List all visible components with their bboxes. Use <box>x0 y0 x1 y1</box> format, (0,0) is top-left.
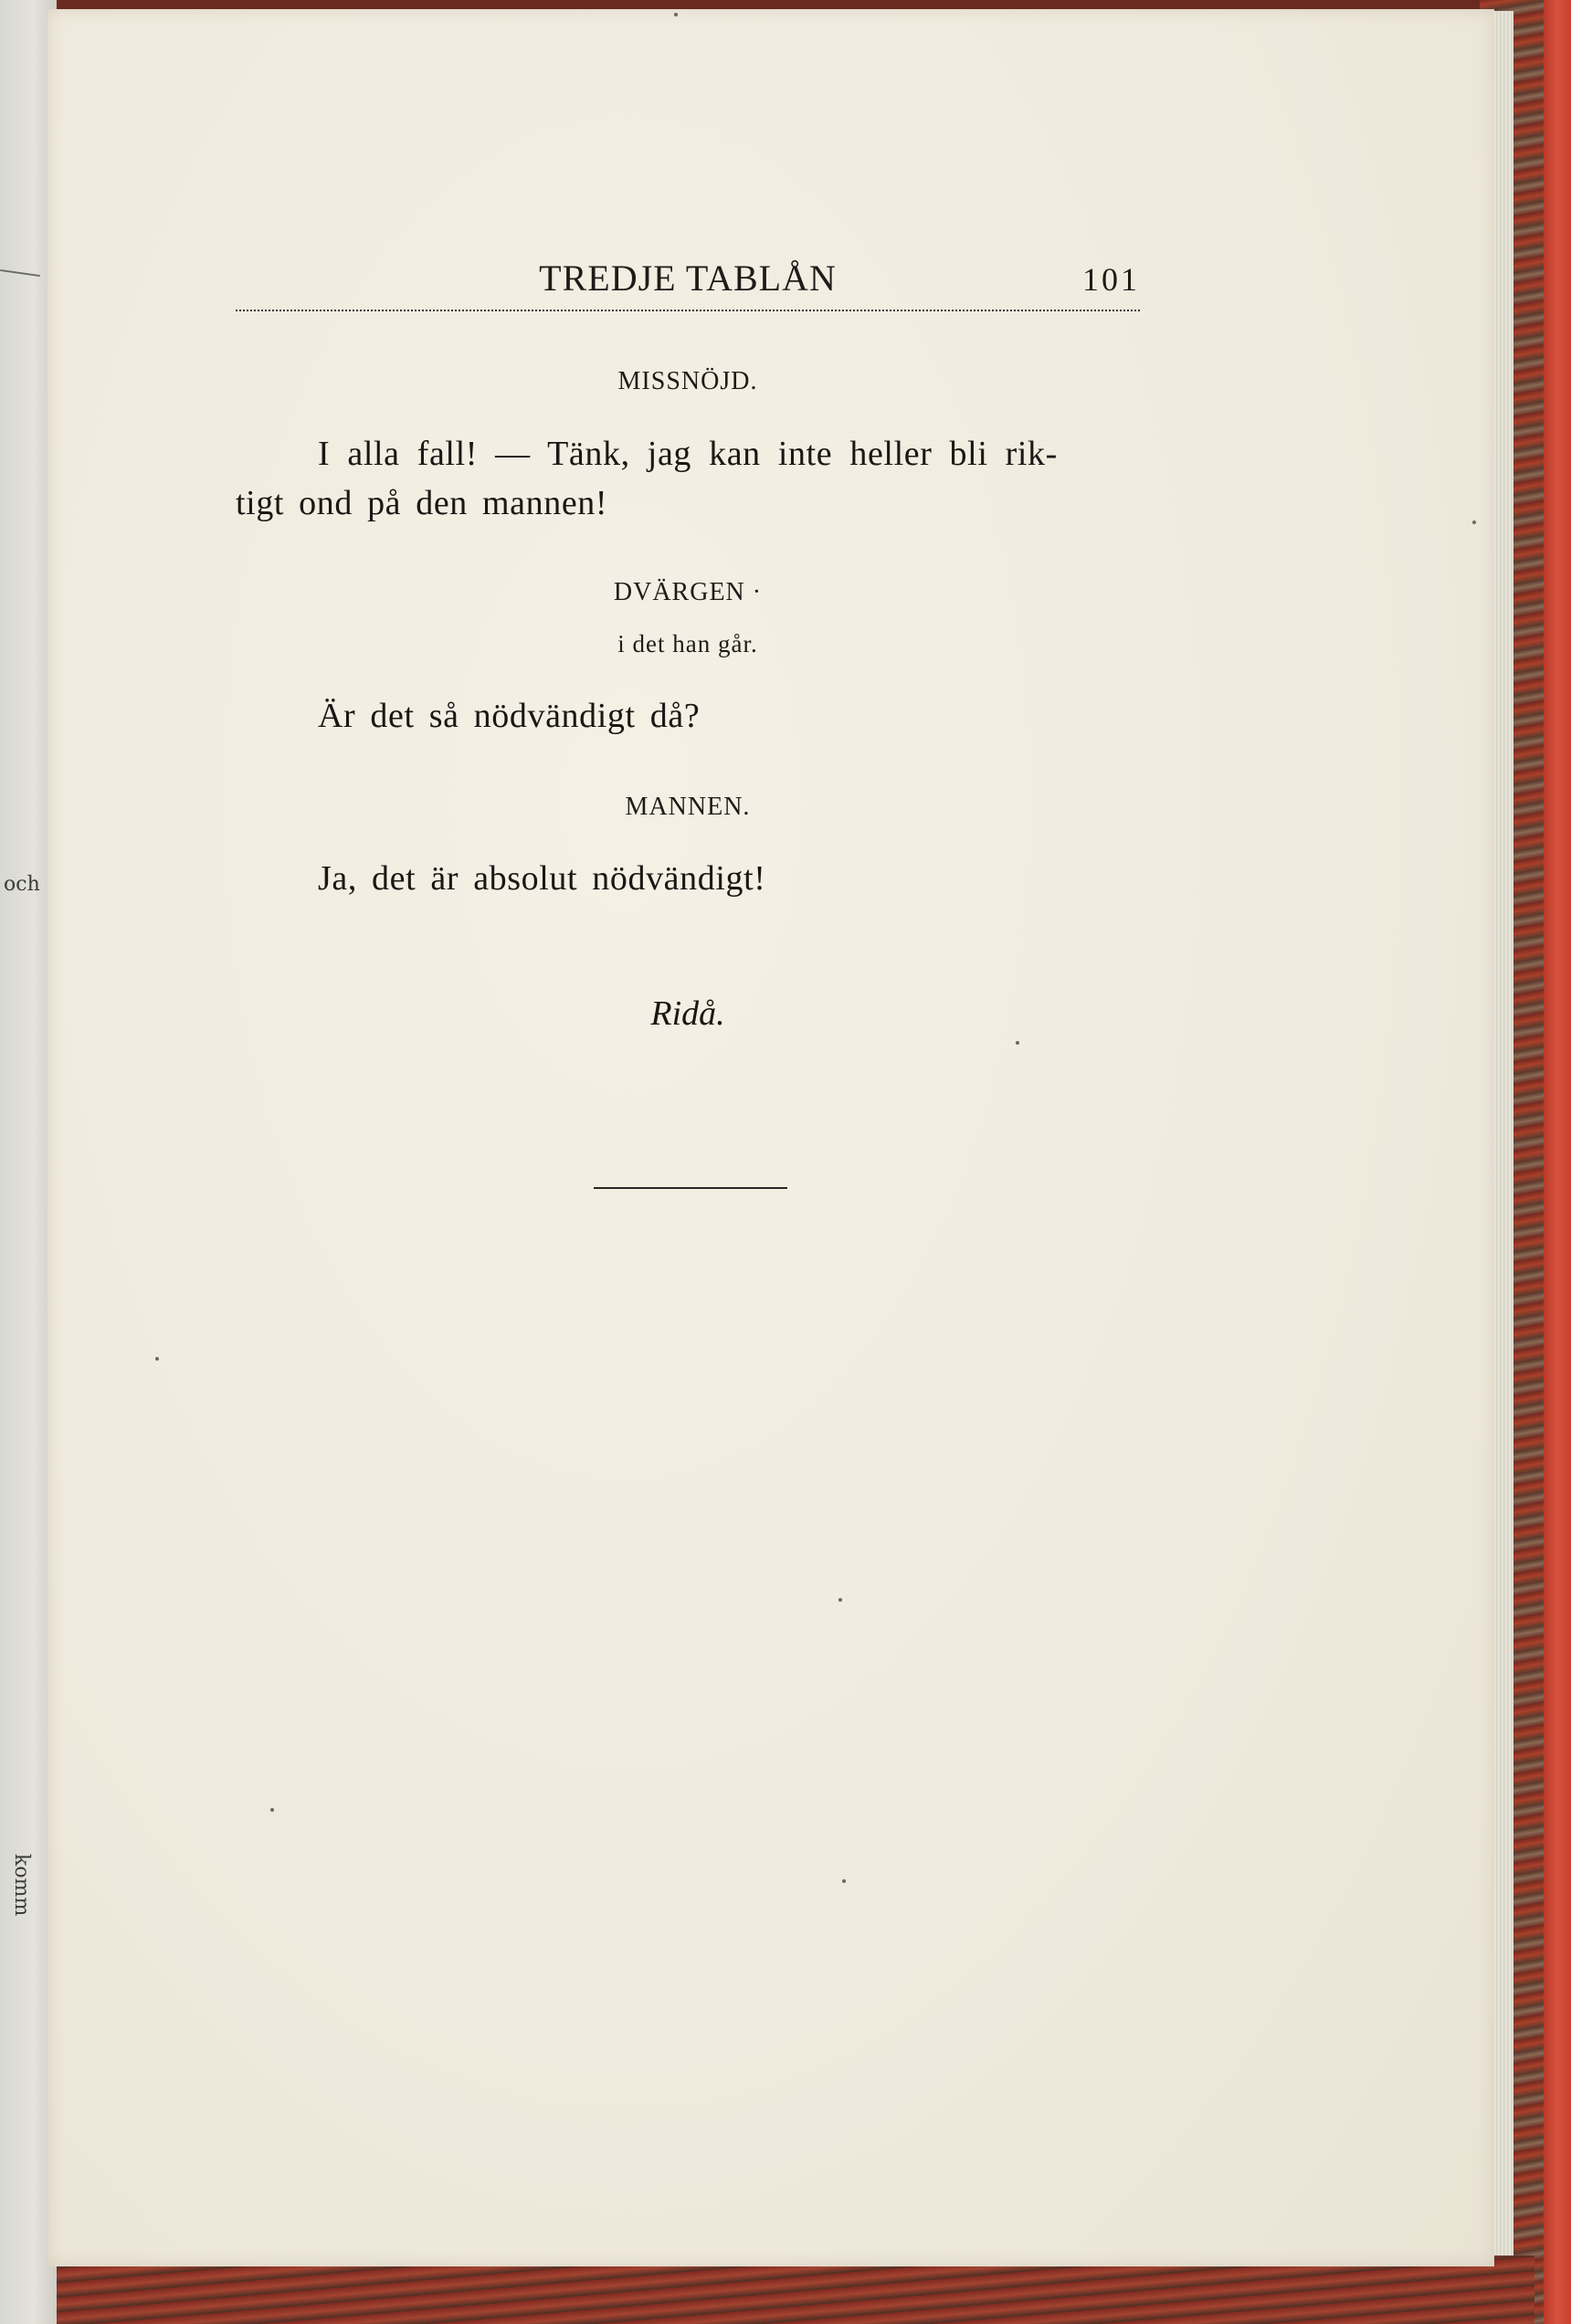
paper-speck <box>838 1598 842 1602</box>
paper-speck <box>155 1357 159 1361</box>
page-number: 101 <box>1082 261 1140 298</box>
curtain-direction: Ridå. <box>650 994 725 1033</box>
running-head <box>236 251 1140 311</box>
dialogue-line: Ja, det är absolut nödvändigt! <box>318 859 766 898</box>
book-page <box>47 9 1494 2266</box>
dialogue-line: tigt ond på den mannen! <box>236 484 608 522</box>
speaker-name: MISSNÖJD. <box>617 367 758 395</box>
paper-speck <box>270 1808 274 1812</box>
stage-direction: i det han går. <box>617 630 758 657</box>
dialogue-line: Är det så nödvändigt då? <box>318 697 701 735</box>
cover-edge <box>1544 0 1571 2324</box>
end-rule <box>594 1187 787 1189</box>
previous-page-fragment: och <box>4 873 40 896</box>
previous-page-fragment: komm <box>10 1854 33 1917</box>
dialogue-line: I alla fall! — Tänk, jag kan inte heller bli rik- <box>318 435 1058 473</box>
paper-speck <box>1472 521 1476 524</box>
paper-speck <box>842 1879 846 1883</box>
previous-page-mark <box>0 269 40 277</box>
speaker-name: MANNEN. <box>625 793 751 821</box>
running-title: TREDJE TABLÅN <box>539 258 837 299</box>
paper-speck <box>674 13 678 16</box>
paper-speck <box>1016 1041 1019 1045</box>
speaker-name: DVÄRGEN · <box>613 578 763 606</box>
